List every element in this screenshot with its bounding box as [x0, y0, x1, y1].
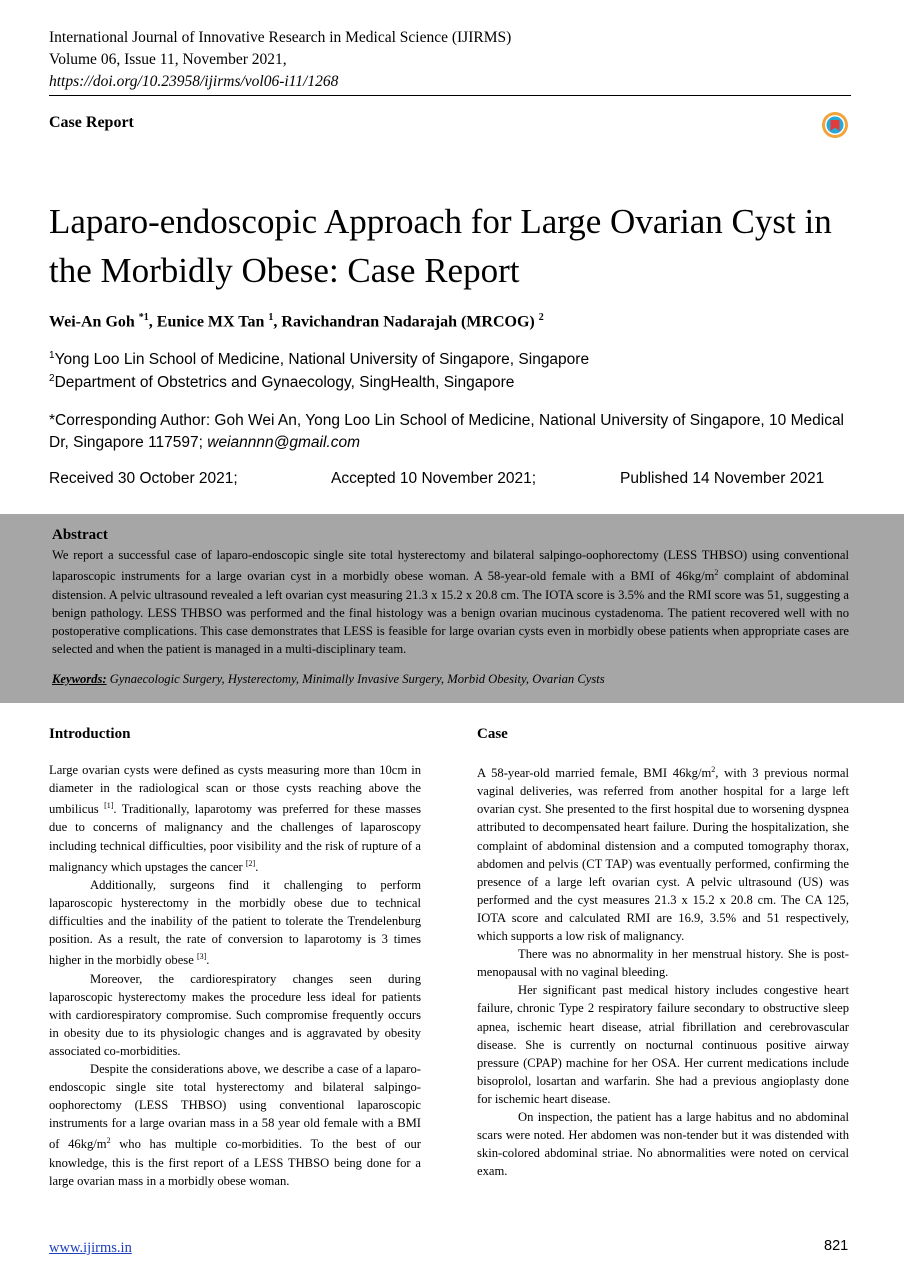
- affiliation-2: [49, 373, 514, 392]
- author-affiliation-marker: *1: [138, 312, 149, 323]
- affiliation-marker: 2: [49, 373, 55, 384]
- paragraph-text: Additionally, surgeons find it challenging to perform laparoscopic hysterectomy in the morbidly obese due to technical difficulties and the inability of the patient to tolerate the Trendelenburg position. As a result, the rate of conversion to laparotomy is 3 times higher in the morbidly obese: [49, 877, 421, 968]
- citation-ref[interactable]: [2]: [245, 858, 256, 868]
- article-type: Case Report: [49, 114, 134, 131]
- corresponding-text: *Corresponding Author: Goh Wei An, Yong Loo Lin School of Medicine, National University of Singapore, 10 Medical Dr, Singapore 117597;: [49, 412, 845, 451]
- paragraph-text: Despite the considerations above, we describe a case of a laparo-endoscopic single site total hysterectomy and bilateral salpingo-oophorectomy (LESS THBSO) using conventional laparoscopic instruments for a large ovarian mass in a 58 year old female with a BMI of 46kg/m: [49, 1062, 421, 1152]
- author-separator: ,: [273, 313, 282, 331]
- paragraph-text: A 58-year-old married female, BMI 46kg/m: [477, 766, 712, 781]
- intro-paragraph-4: [49, 1060, 421, 1190]
- case-paragraph-1: [477, 761, 849, 945]
- article-title: Laparo-endoscopic Approach for Large Ovarian Cyst in the Morbidly Obese: Case Report: [49, 202, 832, 290]
- intro-paragraph-3: Moreover, the cardiorespiratory changes seen during laparoscopic hysterectomy makes the procedure less ideal for patients with cardiorespiratory compromise. Such compromise frequently occurs in obesity due to its physiologic changes and is aggravated by obesity associated co-morbidities.: [49, 971, 421, 1058]
- published-date: Published 14 November 2021: [620, 470, 825, 487]
- superscript: 2: [106, 1136, 111, 1146]
- intro-paragraph-2: [49, 876, 421, 970]
- keywords-label: Keywords:: [52, 672, 107, 686]
- page-number: 821: [824, 1238, 849, 1254]
- open-access-badge-icon: [821, 111, 849, 139]
- case-column: [477, 761, 849, 1180]
- paragraph-text: , with 3 previous normal vaginal deliveries, was referred from another hospital for a large left ovarian cyst. She presented to the first hospital due to worsening dyspnea attributed to decompensated heart failure. During the hospitalization, she complaint of abdominal distension and a computed tomography thorax, abdomen and pelvis (CT TAP) was eventually performed, confirming the presence of a large left ovarian cyst. A pelvic ultrasound (US) was performed and the cyst measures 21.3 x 15.2 x 20.8 cm. The CA 125, IOTA score and calculated RMI are 16.9, 3.5% and 51 respectively, which supports a low risk of malignancy.: [477, 766, 849, 944]
- introduction-column: [49, 761, 421, 1190]
- journal-name: International Journal of Innovative Research in Medical Science (IJIRMS): [49, 29, 512, 46]
- introduction-heading: Introduction: [49, 726, 131, 742]
- abstract-superscript: 2: [714, 568, 719, 578]
- abstract-part-2: complaint of abdominal distension. A pelvic ultrasound revealed a left ovarian cyst measuring 21.3 x 15.2 x 20.8 cm. The IOTA score is 3.5% and the RMI score was 51, suggesting a benign pathology. LESS THBSO was performed and the final histology was a benign ovarian mucinous cystadenoma. The patient recovered well with no postoperative complications. This case demonstrates that LESS is feasible for large ovarian cysts even in morbidly obese patients when appropriate cases are selected and when the patient is managed in a multi-disciplinary team.: [52, 569, 849, 657]
- website-link[interactable]: www.ijirms.in: [49, 1240, 132, 1256]
- author-list: [49, 312, 544, 331]
- corresponding-email[interactable]: weiannnn@gmail.com: [207, 434, 361, 451]
- paragraph-text: .: [255, 859, 259, 874]
- keywords: [52, 672, 605, 687]
- paragraph-text: Large ovarian cysts were defined as cysts measuring more than 10cm in diameter in the radiological scan or those cysts reaching above the umbilicus: [49, 763, 421, 817]
- corresponding-author: [49, 410, 849, 454]
- doi-link[interactable]: https://doi.org/10.23958/ijirms/vol06-i11/1268: [49, 73, 339, 90]
- keywords-list: Gynaecologic Surgery, Hysterectomy, Minimally Invasive Surgery, Morbid Obesity, Ovarian Cysts: [106, 672, 605, 686]
- author-name: Wei-An Goh: [49, 313, 139, 331]
- paragraph-text: .: [206, 953, 210, 968]
- journal-volume: Volume 06, Issue 11, November 2021,: [49, 51, 287, 68]
- paragraph-text: . Traditionally, laparotomy was preferred for these masses due to concerns of malignancy and the challenges of laparoscopy including technical difficulties, poor visibility and the risk of rupture of a malignancy which upstages the cancer: [49, 802, 422, 874]
- author-affiliation-marker: 1: [268, 312, 274, 323]
- author-name: Ravichandran Nadarajah (MRCOG): [281, 313, 539, 331]
- abstract-text: [52, 546, 849, 658]
- superscript: 2: [711, 765, 716, 774]
- author-name: Eunice MX Tan: [156, 313, 269, 331]
- accepted-date: Accepted 10 November 2021;: [331, 470, 537, 487]
- citation-ref[interactable]: [1]: [104, 801, 114, 811]
- case-paragraph-3: Her significant past medical history includes congestive heart failure, chronic Type 2 respiratory failure secondary to obstructive sleep apnea, ischemic heart disease, atrial fibrillation and cerebrovascular disease. She is currently on nocturnal continuous positive airway pressure (CPAP) machine for her OSA. Her current medications include bisoprolol, losartan and warfarin. She had a previous angioplasty done for ischemic heart disease.: [477, 983, 849, 1106]
- author-affiliation-marker: 2: [538, 312, 544, 323]
- affiliation-text: Yong Loo Lin School of Medicine, National University of Singapore, Singapore: [54, 351, 590, 369]
- received-date: Received 30 October 2021;: [49, 470, 238, 487]
- intro-paragraph-1: [49, 761, 421, 876]
- affiliation-text: Department of Obstetrics and Gynaecology, SingHealth, Singapore: [54, 374, 515, 392]
- paragraph-text: who has multiple co-morbidities. To the best of our knowledge, this is the first report of a LESS THBSO being done for a large ovarian mass in a morbidly obese woman.: [49, 1137, 421, 1188]
- affiliation-1: [49, 350, 589, 369]
- abstract-heading: Abstract: [52, 527, 108, 543]
- abstract-part-1: We report a successful case of laparo-endoscopic single site total hysterectomy and bilateral salpingo-oophorectomy (LESS THBSO) using conventional laparoscopic instruments for a large ovarian cyst in a morbidly obese woman. A 58-year-old female with a BMI of 46kg/m: [52, 548, 849, 584]
- author-separator: ,: [148, 313, 157, 331]
- case-heading: Case: [477, 726, 508, 742]
- affiliation-marker: 1: [49, 350, 55, 361]
- citation-ref[interactable]: [3]: [196, 952, 207, 962]
- case-paragraph-2: There was no abnormality in her menstrual history. She is post-menopausal with no vaginal bleeding.: [477, 947, 849, 980]
- header-divider: [49, 95, 851, 96]
- case-paragraph-4: On inspection, the patient has a large habitus and no abdominal scars were noted. Her abdomen was non-tender but it was distended with skin-colored abdominal striae. No abnormalities were noted on cervical exam.: [477, 1109, 849, 1179]
